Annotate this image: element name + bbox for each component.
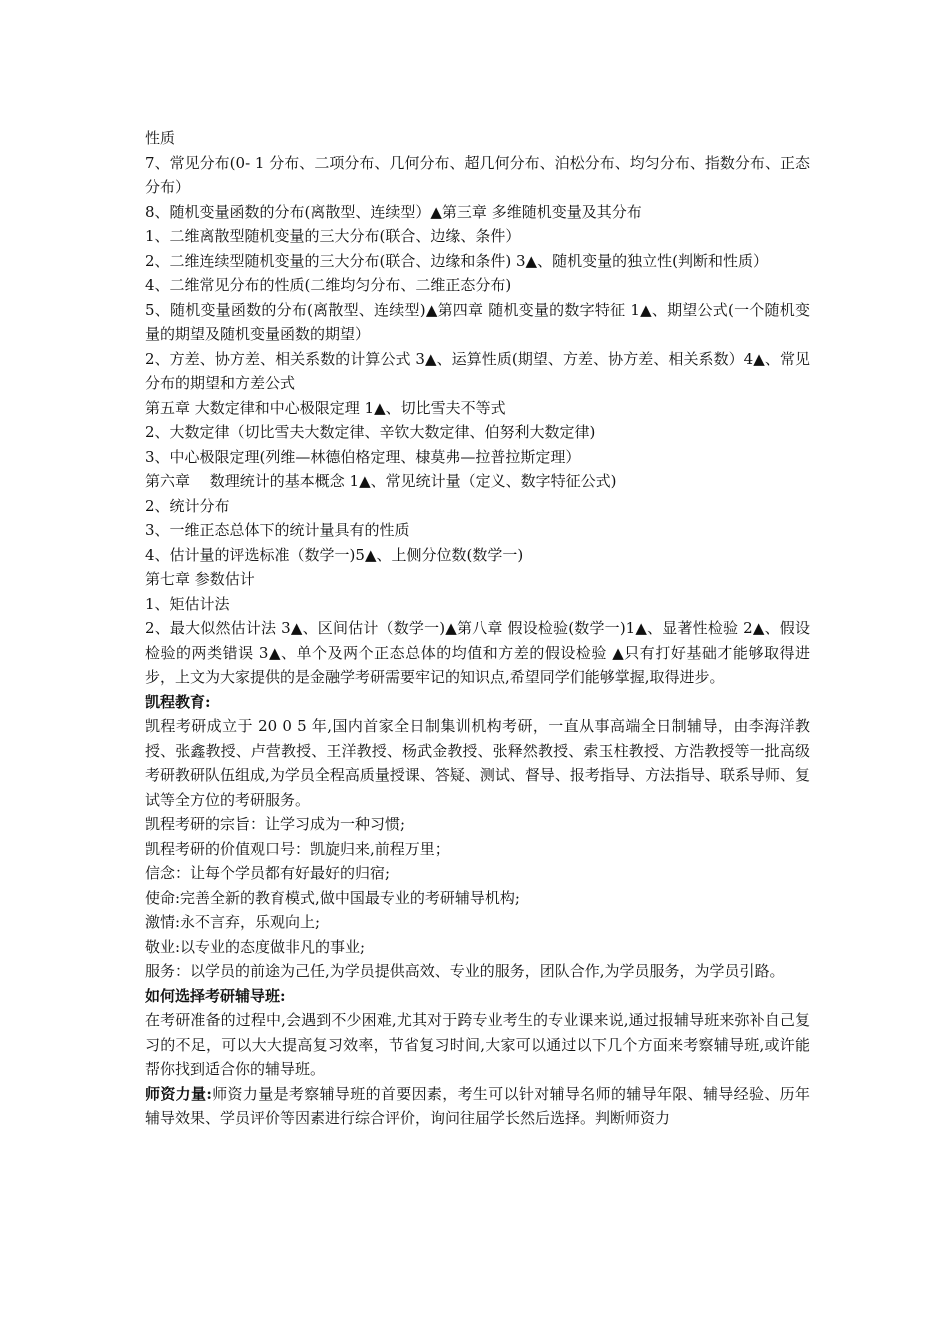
howto-section: [145, 984, 810, 1131]
text-line: 1、二维离散型随机变量的三大分布(联合、边缘、条件）: [145, 227, 521, 245]
text-line: 1、矩估计法: [145, 594, 230, 613]
paragraph: 在考研准备的过程中,会遇到不少困难,尤其对于跨专业考生的专业课来说,通过报辅导班来弥补自己复习的不足，可以大大提高复习效率，节省复习时间,大家可以通过以下几个方面来考察辅导班,或许能帮你找到适合你的辅导班。: [145, 1011, 810, 1078]
inline-label: 师资力量:: [145, 1084, 212, 1103]
paragraph: 凯程考研成立于 20 0 5 年,国内首家全日制集训机构考研，一直从事高端全日制辅导，由李海洋教授、张鑫教授、卢营教授、王洋教授、杨武金教授、张释然教授、索玉柱教授、方浩教授等一批高级考研教研队伍组成,为学员全程高质量授课、答疑、测试、督导、报考指导、方法指导、联系导师、复试等全方位的考研服务。: [145, 717, 810, 809]
paragraph: 凯程考研的价值观口号：凯旋归来,前程万里；: [145, 839, 450, 858]
paragraph: 服务：以学员的前途为己任,为学员提供高效、专业的服务，团队合作,为学员服务，为学员引路。: [145, 962, 785, 980]
text-line: 7、常见分布(0- 1 分布、二项分布、几何分布、超几何分布、泊松分布、均匀分布、指数分布、正态分布）: [145, 153, 810, 196]
paragraph: 凯程考研的宗旨：让学习成为一种习惯;: [145, 815, 406, 833]
text-line: 4、二维常见分布的性质(二维均匀分布、二维正态分布): [145, 276, 512, 294]
paragraph: 信念：让每个学员都有好最好的归宿;: [145, 864, 391, 882]
paragraph: 激情:永不言弃，乐观向上;: [145, 913, 321, 931]
document-page: [145, 126, 810, 1131]
text-line: 2、大数定律（切比雪夫大数定律、辛钦大数定律、伯努利大数定律): [145, 423, 596, 441]
paragraph: 使命:完善全新的教育模式,做中国最专业的考研辅导机构;: [145, 888, 520, 907]
text-line: 8、随机变量函数的分布(离散型、连续型）▲第三章 多维随机变量及其分布: [145, 202, 642, 221]
text-line: 3、一维正态总体下的统计量具有的性质: [145, 521, 410, 539]
text-line: 第五章 大数定律和中心极限定理 1▲、切比雪夫不等式: [145, 398, 506, 417]
paragraph: [145, 1082, 810, 1131]
inline-text: 师资力量是考察辅导班的首要因素，考生可以针对辅导名师的辅导年限、辅导经验、历年辅导效果、学员评价等因素进行综合评价，询问往届学长然后选择。判断师资力: [145, 1084, 810, 1127]
syllabus-section: [145, 126, 810, 690]
text-line: 3、中心极限定理(列维—林德伯格定理、棣莫弗—拉普拉斯定理）: [145, 447, 581, 466]
text-line: 4、估计量的评选标准（数学一)5▲、上侧分位数(数学一): [145, 545, 524, 564]
text-line: 2、统计分布: [145, 496, 230, 515]
text-line: 2、方差、协方差、相关系数的计算公式 3▲、运算性质(期望、方差、协方差、相关系数）4▲、常见分布的期望和方差公式: [145, 349, 810, 392]
text-line: 第七章 参数估计: [145, 570, 255, 588]
text-line: 2、二维连续型随机变量的三大分布(联合、边缘和条件) 3▲、随机变量的独立性(判断和性质）: [145, 251, 768, 270]
text-line: 2、最大似然估计法 3▲、区间估计（数学一)▲第八章 假设检验(数学一)1▲、显著性检验 2▲、假设检验的两类错误 3▲、单个及两个正态总体的均值和方差的假设检验 ▲只有打好基础才能够取得进步，上文为大家提供的是金融学考研需要牢记的知识点,希望同学们能够掌握,取得进步。: [145, 619, 810, 686]
section-heading: 如何选择考研辅导班:: [145, 986, 286, 1005]
section-heading: 凯程教育:: [145, 692, 211, 711]
text-line: 第六章 数理统计的基本概念 1▲、常见统计量（定义、数字特征公式): [145, 472, 617, 490]
paragraph: 敬业:以专业的态度做非凡的事业;: [145, 937, 366, 956]
kaicheng-section: [145, 690, 810, 984]
text-line: 5、随机变量函数的分布(离散型、连续型)▲第四章 随机变量的数字特征 1▲、期望公式(一个随机变量的期望及随机变量函数的期望）: [145, 300, 810, 343]
text-line: 性质: [145, 129, 176, 147]
